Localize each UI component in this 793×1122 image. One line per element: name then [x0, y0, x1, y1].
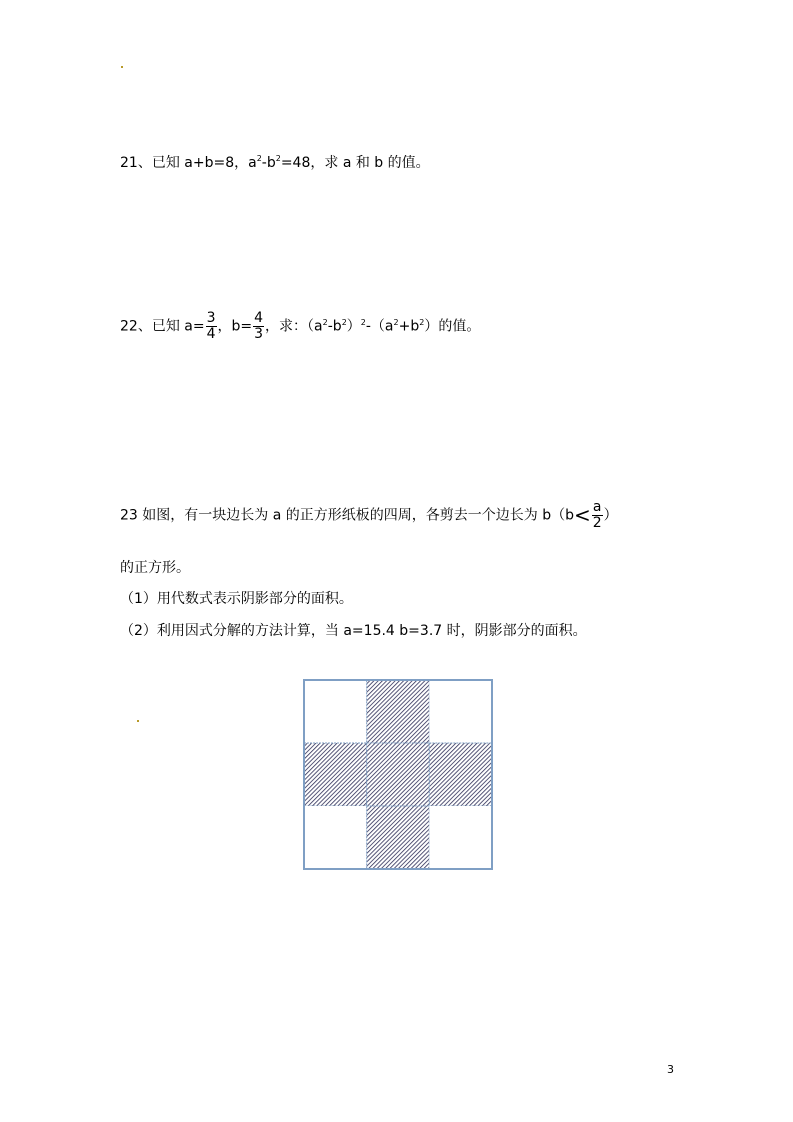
figure-cell-shaded-0-1: [367, 680, 430, 743]
question-23-part-1: （1）用代数式表示阴影部分的面积。: [120, 591, 353, 607]
figure-cell-shaded-2-1: [367, 806, 430, 869]
figure-cell-shaded-1-1: [367, 743, 430, 806]
fraction-b: $\frac{4}{3}$: [254, 310, 264, 342]
question-23-line-1: 23 如图，有一块边长为 a 的正方形纸板的四周，各剪去一个边长为 b（b< $\frac{a}{2}$ ）: [120, 499, 618, 531]
fraction-a-over-2: $\frac{a}{2}$: [592, 499, 602, 531]
figure-cell-white-0-0: [304, 680, 367, 743]
question-22: 22、已知 a= $\frac{3}{4}$ ，b= $\frac{4}{3}$ ，求：$(a^2-b^2)^2-(a^2+b^2)$的值。: [120, 310, 481, 342]
page-number: 3: [667, 1063, 674, 1076]
figure-cell-shaded-1-2: [429, 743, 492, 806]
fraction-a: $\frac{3}{4}$: [206, 310, 216, 342]
square-cutout-figure: [303, 679, 494, 871]
question-23-part-2: （2）利用因式分解的方法计算，当 a=15.4 b=3.7 时，阴影部分的面积。: [120, 623, 587, 639]
question-23-line-2: 的正方形。: [120, 560, 190, 576]
figure-cell-white-0-2: [429, 680, 492, 743]
stray-dot-top: [121, 66, 123, 68]
figure-cell-white-2-0: [304, 806, 367, 869]
stray-dot-figure: [137, 720, 139, 722]
figure-cell-white-2-2: [429, 806, 492, 869]
figure-cell-shaded-1-0: [304, 743, 367, 806]
question-21: 21、已知 a+b=8，$a^2-b^2=48$，求 a 和 b 的值。: [120, 154, 430, 171]
